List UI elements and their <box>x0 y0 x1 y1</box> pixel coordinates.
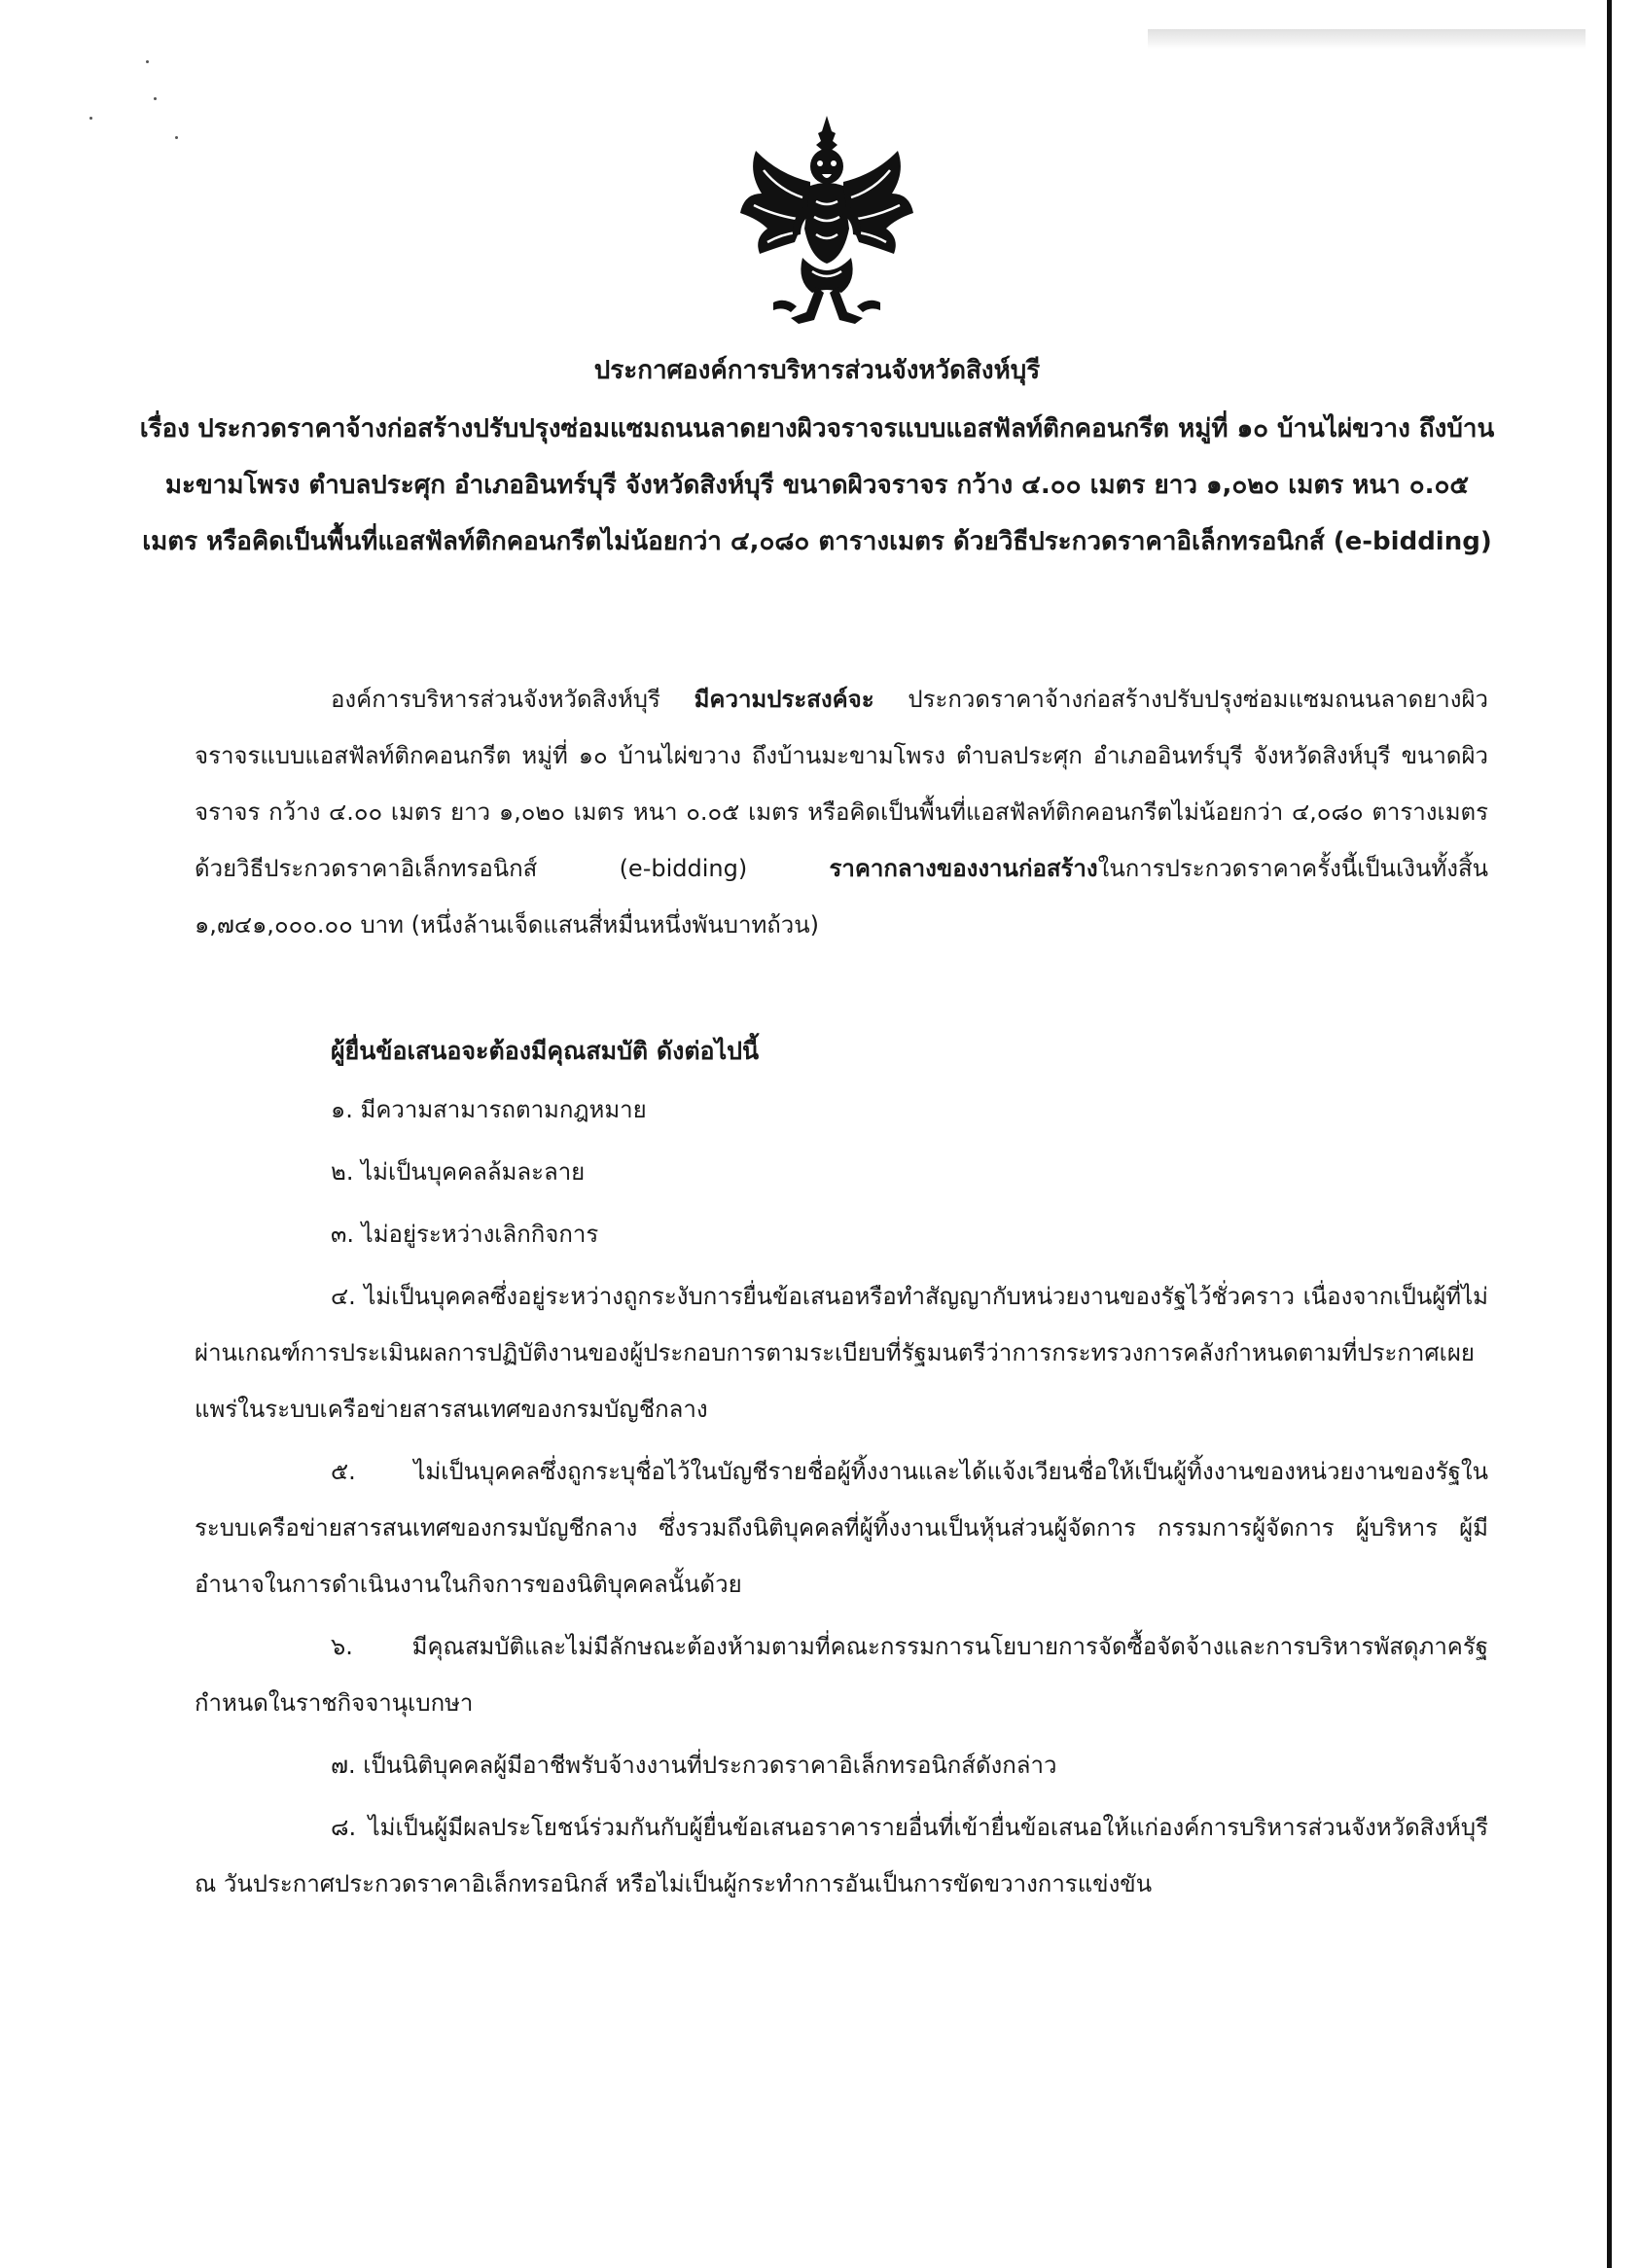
intro-price-text: ในการประกวดราคาครั้งนี้เป็นเงินทั้งสิ้น ๑,๗๔๑,๐๐๐.๐๐ บาท (หนึ่งล้านเจ็ดแสนสี่หมื่นหนึ่งพันบาทถ้วน) <box>195 855 1488 939</box>
qualifications-list <box>195 1081 1488 1918</box>
scan-speck <box>154 97 157 100</box>
garuda-emblem-icon <box>734 112 919 331</box>
qualification-item: ๕. ไม่เป็นบุคคลซึ่งถูกระบุชื่อไว้ในบัญชีรายชื่อผู้ทิ้งงานและได้แจ้งเวียนชื่อให้เป็นผู้ทิ้งงานของหน่วยงานของรัฐในระบบเครือข่ายสารสนเทศของกรมบัญชีกลาง ซึ่งรวมถึงนิติบุคคลที่ผู้ทิ้งงานเป็นหุ้นส่วนผู้จัดการ กรรมการผู้จัดการ ผู้บริหาร ผู้มีอำนาจในการดำเนินงานในกิจการของนิติบุคคลนั้นด้วย <box>195 1458 1488 1598</box>
qualification-item: ๒. ไม่เป็นบุคคลล้มละลาย <box>331 1158 586 1186</box>
qualifications-heading: ผู้ยื่นข้อเสนอจะต้องมีคุณสมบัติ ดังต่อไปนี้ <box>331 1037 760 1065</box>
intro-intent: มีความประสงค์จะ <box>694 686 874 713</box>
qualification-item: ๗. เป็นนิติบุคคลผู้มีอาชีพรับจ้างงานที่ประกวดราคาอิเล็กทรอนิกส์ดังกล่าว <box>331 1752 1057 1779</box>
subject-label: เรื่อง <box>139 414 190 443</box>
scan-edge-right <box>1607 0 1612 2268</box>
qualification-item: ๘. ไม่เป็นผู้มีผลประโยชน์ร่วมกันกับผู้ยื่นข้อเสนอราคารายอื่นที่เข้ายื่นข้อเสนอให้แก่องค์การบริหารส่วนจังหวัดสิงห์บุรี ณ วันประกาศประกวดราคาอิเล็กทรอนิกส์ หรือไม่เป็นผู้กระทำการอันเป็นการขัดขวางการแข่งขัน <box>195 1814 1488 1897</box>
intro-paragraph <box>195 671 1488 953</box>
subject-text: ประกวดราคาจ้างก่อสร้างปรับปรุงซ่อมแซมถนนลาดยางผิวจราจรแบบแอสฟัลท์ติกคอนกรีต หมู่ที่ ๑๐ บ้านไผ่ขวาง ถึงบ้านมะขามโพรง ตำบลประศุก อำเภออินทร์บุรี จังหวัดสิงห์บุรี ขนาดผิวจราจร กว้าง ๔.๐๐ เมตร ยาว ๑,๐๒๐ เมตร หนา ๐.๐๕ เมตร หรือคิดเป็นพื้นที่แอสฟัลท์ติกคอนกรีตไม่น้อยกว่า ๔,๐๘๐ ตารางเมตร ด้วยวิธีประกวดราคาอิเล็กทรอนิกส์ (e-bidding) <box>142 414 1495 556</box>
intro-org: องค์การบริหารส่วนจังหวัดสิงห์บุรี <box>331 686 660 713</box>
intro-price-label: ราคากลางของงานก่อสร้าง <box>829 855 1098 882</box>
announcement-title: ประกาศองค์การบริหารส่วนจังหวัดสิงห์บุรี <box>593 356 1041 385</box>
scan-speck <box>146 60 149 63</box>
scan-speck <box>175 136 178 139</box>
intro-project: ประกวดราคาจ้างก่อสร้างปรับปรุงซ่อมแซมถนนลาดยางผิวจราจรแบบแอสฟัลท์ติกคอนกรีต หมู่ที่ ๑๐ บ้านไผ่ขวาง ถึงบ้านมะขามโพรง ตำบลประศุก อำเภออินทร์บุรี จังหวัดสิงห์บุรี ขนาดผิวจราจร กว้าง ๔.๐๐ เมตร ยาว ๑,๐๒๐ เมตร หนา ๐.๐๕ เมตร หรือคิดเป็นพื้นที่แอสฟัลท์ติกคอนกรีตไม่น้อยกว่า ๔,๐๘๐ ตารางเมตร ด้วยวิธีประกวดราคาอิเล็กทรอนิกส์ (e-bidding) <box>195 686 1488 882</box>
qualification-item: ๑. มีความสามารถตามกฎหมาย <box>331 1096 647 1123</box>
scan-edge-top <box>1148 29 1586 49</box>
qualification-item: ๔. ไม่เป็นบุคคลซึ่งอยู่ระหว่างถูกระงับการยื่นข้อเสนอหรือทำสัญญากับหน่วยงานของรัฐไว้ชั่วคราว เนื่องจากเป็นผู้ที่ไม่ผ่านเกณฑ์การประเมินผลการปฏิบัติงานของผู้ประกอบการตามระเบียบที่รัฐมนตรีว่าการกระทรวงการคลังกำหนดตามที่ประกาศเผยแพร่ในระบบเครือข่ายสารสนเทศของกรมบัญชีกลาง <box>195 1283 1488 1423</box>
qualification-item: ๖. มีคุณสมบัติและไม่มีลักษณะต้องห้ามตามที่คณะกรรมการนโยบายการจัดซื้อจัดจ้างและการบริหารพัสดุภาครัฐกำหนดในราชกิจจานุเบกษา <box>195 1633 1488 1717</box>
announcement-subject <box>136 401 1498 570</box>
scan-speck <box>89 117 92 120</box>
qualification-item: ๓. ไม่อยู่ระหว่างเลิกกิจการ <box>331 1221 599 1248</box>
